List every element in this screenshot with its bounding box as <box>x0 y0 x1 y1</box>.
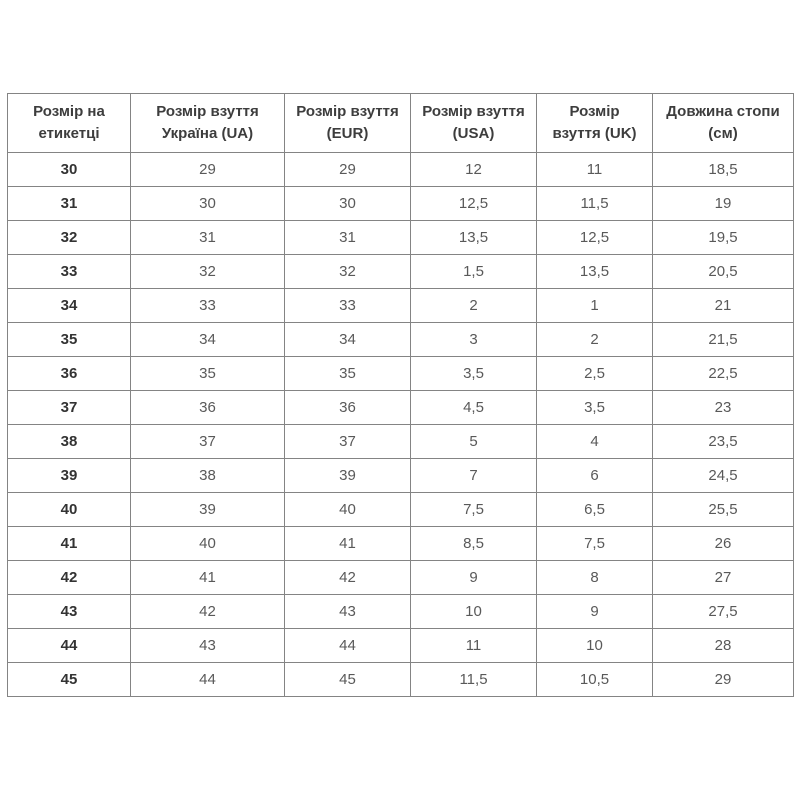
table-row <box>8 153 794 187</box>
table-cell: 30 <box>131 187 285 221</box>
table-row <box>8 527 794 561</box>
table-cell: 13,5 <box>411 221 537 255</box>
shoe-size-table <box>7 93 794 697</box>
table-cell: 28 <box>653 629 794 663</box>
table-cell: 31 <box>8 187 131 221</box>
table-header-row <box>8 94 794 153</box>
table-cell: 42 <box>8 561 131 595</box>
table-cell: 11 <box>537 153 653 187</box>
table-cell: 32 <box>131 255 285 289</box>
table-cell: 36 <box>285 391 411 425</box>
table-cell: 33 <box>285 289 411 323</box>
table-cell: 3 <box>411 323 537 357</box>
table-row <box>8 561 794 595</box>
table-row <box>8 663 794 697</box>
table-row <box>8 187 794 221</box>
table-row <box>8 289 794 323</box>
table-row <box>8 221 794 255</box>
table-cell: 30 <box>8 153 131 187</box>
table-cell: 19 <box>653 187 794 221</box>
table-cell: 10 <box>411 595 537 629</box>
table-cell: 13,5 <box>537 255 653 289</box>
table-body <box>8 153 794 697</box>
table-cell: 10,5 <box>537 663 653 697</box>
table-row <box>8 425 794 459</box>
table-cell: 32 <box>8 221 131 255</box>
table-cell: 27,5 <box>653 595 794 629</box>
table-cell: 22,5 <box>653 357 794 391</box>
table-cell: 4 <box>537 425 653 459</box>
table-cell: 1 <box>537 289 653 323</box>
table-cell: 32 <box>285 255 411 289</box>
table-cell: 42 <box>131 595 285 629</box>
table-cell: 9 <box>537 595 653 629</box>
table-cell: 37 <box>131 425 285 459</box>
table-cell: 34 <box>285 323 411 357</box>
table-head <box>8 94 794 153</box>
table-row <box>8 595 794 629</box>
table-cell: 33 <box>8 255 131 289</box>
table-cell: 30 <box>285 187 411 221</box>
table-cell: 36 <box>131 391 285 425</box>
table-cell: 43 <box>131 629 285 663</box>
table-row <box>8 391 794 425</box>
table-cell: 35 <box>285 357 411 391</box>
table-cell: 7,5 <box>411 493 537 527</box>
table-cell: 40 <box>131 527 285 561</box>
table-row <box>8 629 794 663</box>
table-cell: 45 <box>285 663 411 697</box>
table-cell: 41 <box>131 561 285 595</box>
table-cell: 19,5 <box>653 221 794 255</box>
table-cell: 39 <box>285 459 411 493</box>
table-cell: 11,5 <box>411 663 537 697</box>
table-cell: 40 <box>285 493 411 527</box>
header-cell: Розмір на етикетці <box>8 94 131 153</box>
header-cell: Розмір взуття (USA) <box>411 94 537 153</box>
table-cell: 34 <box>131 323 285 357</box>
table-cell: 45 <box>8 663 131 697</box>
table-cell: 3,5 <box>411 357 537 391</box>
table-cell: 39 <box>131 493 285 527</box>
table-cell: 6 <box>537 459 653 493</box>
table-cell: 11,5 <box>537 187 653 221</box>
header-cell: Довжина стопи (см) <box>653 94 794 153</box>
table-cell: 29 <box>653 663 794 697</box>
table-cell: 43 <box>285 595 411 629</box>
table-cell: 8 <box>537 561 653 595</box>
table-cell: 2 <box>411 289 537 323</box>
table-cell: 2 <box>537 323 653 357</box>
table-cell: 4,5 <box>411 391 537 425</box>
table-cell: 5 <box>411 425 537 459</box>
table-cell: 39 <box>8 459 131 493</box>
table-cell: 34 <box>8 289 131 323</box>
table-cell: 7,5 <box>537 527 653 561</box>
table-cell: 23,5 <box>653 425 794 459</box>
table-cell: 29 <box>131 153 285 187</box>
table-cell: 35 <box>8 323 131 357</box>
table-row <box>8 255 794 289</box>
table-row <box>8 493 794 527</box>
table-cell: 43 <box>8 595 131 629</box>
table-cell: 23 <box>653 391 794 425</box>
table-cell: 26 <box>653 527 794 561</box>
table-cell: 35 <box>131 357 285 391</box>
table-cell: 38 <box>8 425 131 459</box>
table-row <box>8 459 794 493</box>
table-cell: 37 <box>8 391 131 425</box>
table-cell: 31 <box>285 221 411 255</box>
table-cell: 33 <box>131 289 285 323</box>
table-cell: 1,5 <box>411 255 537 289</box>
table-cell: 21 <box>653 289 794 323</box>
table-cell: 24,5 <box>653 459 794 493</box>
table-cell: 25,5 <box>653 493 794 527</box>
table-cell: 36 <box>8 357 131 391</box>
table-cell: 41 <box>8 527 131 561</box>
table-cell: 3,5 <box>537 391 653 425</box>
table-cell: 9 <box>411 561 537 595</box>
header-cell: Розмір взуття Україна (UA) <box>131 94 285 153</box>
table-cell: 12 <box>411 153 537 187</box>
table-cell: 44 <box>131 663 285 697</box>
table-cell: 7 <box>411 459 537 493</box>
header-cell: Розмір взуття (EUR) <box>285 94 411 153</box>
table-cell: 20,5 <box>653 255 794 289</box>
table-cell: 8,5 <box>411 527 537 561</box>
table-cell: 27 <box>653 561 794 595</box>
table-cell: 12,5 <box>411 187 537 221</box>
table-cell: 29 <box>285 153 411 187</box>
table-cell: 12,5 <box>537 221 653 255</box>
table-cell: 6,5 <box>537 493 653 527</box>
table-cell: 40 <box>8 493 131 527</box>
table-row <box>8 357 794 391</box>
table-row <box>8 323 794 357</box>
table-cell: 44 <box>285 629 411 663</box>
header-cell: Розмір взуття (UK) <box>537 94 653 153</box>
table-cell: 41 <box>285 527 411 561</box>
table-cell: 11 <box>411 629 537 663</box>
table-cell: 38 <box>131 459 285 493</box>
table-cell: 42 <box>285 561 411 595</box>
table-cell: 2,5 <box>537 357 653 391</box>
table-cell: 31 <box>131 221 285 255</box>
table-cell: 21,5 <box>653 323 794 357</box>
table-cell: 44 <box>8 629 131 663</box>
table-cell: 37 <box>285 425 411 459</box>
table-cell: 10 <box>537 629 653 663</box>
table-cell: 18,5 <box>653 153 794 187</box>
